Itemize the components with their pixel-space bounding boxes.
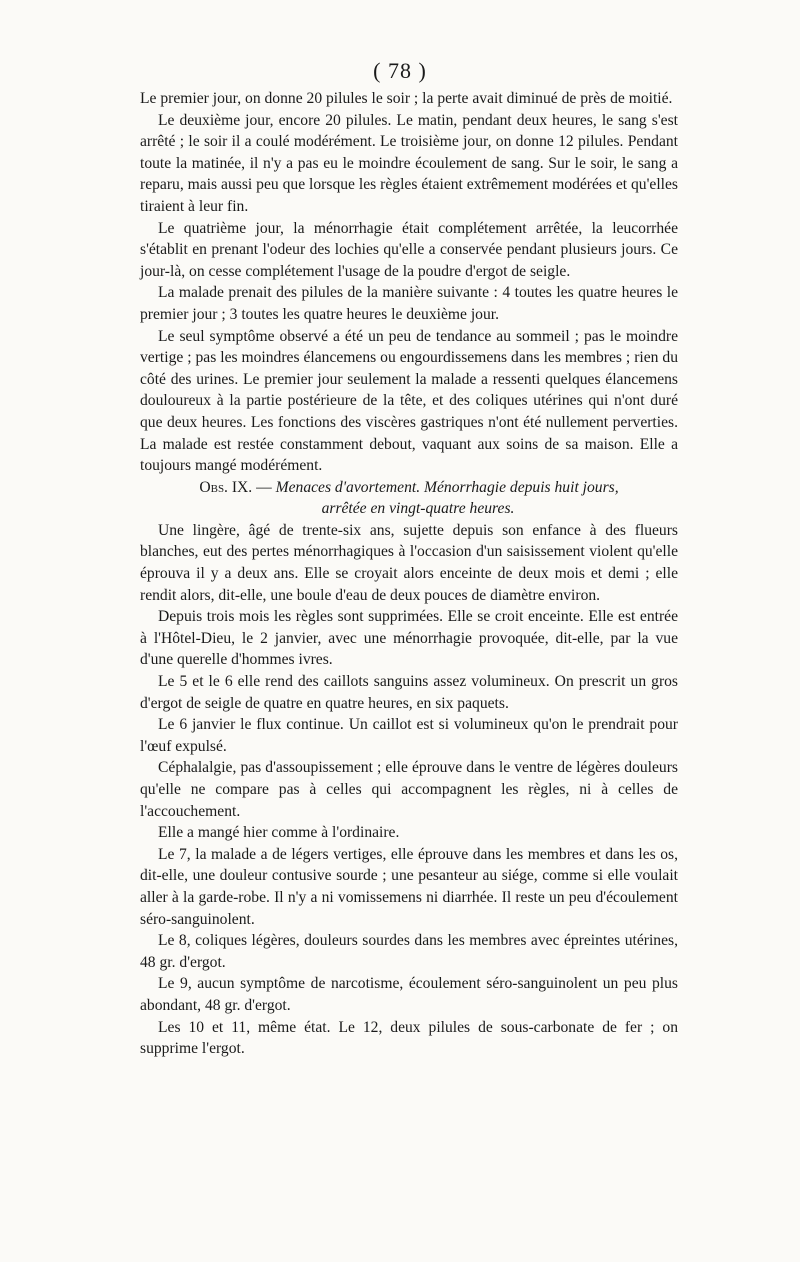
paragraph: La malade prenait des pilules de la manière suivante : 4 toutes les quatre heures le premier jour ; 3 toutes les quatre heures le deuxième jour. [140,284,678,323]
paragraph: Depuis trois mois les règles sont supprimées. Elle se croit enceinte. Elle est entrée à l'Hôtel-Dieu, le 2 janvier, avec une ménorrhagie provoquée, dit-elle, par la vue d'une querelle d'hommes ivres. [140,608,678,669]
observation-number: Obs. IX. [199,478,253,496]
paragraph: Le 5 et le 6 elle rend des caillots sanguins assez volumineux. On prescrit un gros d'ergot de seigle de quatre en quatre heures, en six paquets. [140,673,678,712]
observation-subtitle: arrêtée en vingt-quatre heures. [321,500,515,518]
paragraph: Le quatrième jour, la ménorrhagie était complétement arrêtée, la leucorrhée s'établit en prenant l'odeur des lochies qu'elle a conservée pendant plusieurs jours. Ce jour-là, on cesse complétement l'usage de la poudre d'ergot de seigle. [140,219,678,280]
body-text [140,88,678,1060]
paragraph: Céphalalgie, pas d'assoupissement ; elle éprouve dans le ventre de légères douleurs qu'elle ne compare pas à celles qui accompagnent les règles, ni à celles de l'accouchement. [140,759,678,820]
observation-heading [140,477,678,499]
paragraph: Le deuxième jour, encore 20 pilules. Le matin, pendant deux heures, le sang s'est arrêté ; le soir il a coulé modérément. Le troisième jour, on donne 12 pilules. Pendant toute la matinée, il n'y a pas eu le moindre écoulement de sang. Sur le soir, le sang a reparu, mais aussi peu que lorsque les règles étaient extrêmement modérées et qu'elles tiraient à leur fin. [140,111,678,215]
paragraph: Le 7, la malade a de légers vertiges, elle éprouve dans les membres et dans les os, dit-elle, une douleur contusive sourde ; une pesanteur au siége, comme si elle voulait aller à la garde-robe. Il n'y a ni vomissemens ni diarrhée. Il reste un peu d'écoulement séro-sanguinolent. [140,845,678,928]
paragraph: Le 6 janvier le flux continue. Un caillot est si volumineux qu'on le prendrait pour l'œuf expulsé. [140,716,678,755]
paragraph: Le 9, aucun symptôme de narcotisme, écoulement séro-sanguinolent un peu plus abondant, 48 gr. d'ergot. [140,975,678,1014]
paragraph: Le 8, coliques légères, douleurs sourdes dans les membres avec épreintes utérines, 48 gr. d'ergot. [140,932,678,971]
paragraph: Elle a mangé hier comme à l'ordinaire. [158,824,400,842]
paragraph: Le seul symptôme observé a été un peu de tendance au sommeil ; pas le moindre vertige ; pas les moindres élancemens ou engourdissemens dans les membres ; rien du côté des urines. Le premier jour seulement la malade a ressenti quelques élancemens douloureux à la partie postérieure de la tête, et des coliques utérines qui n'ont duré que deux heures. Les fonctions des viscères gastriques n'ont été nullement perverties. La malade est restée constamment debout, vaquant aux soins de sa maison. Elle a toujours mangé modérément. [140,327,678,475]
paragraph: Le premier jour, on donne 20 pilules le soir ; la perte avait diminué de près de moitié. [140,90,673,107]
heading-dash: — [252,478,276,496]
page-number: ( 78 ) [373,58,427,83]
observation-title: Menaces d'avortement. Ménorrhagie depuis huit jours, [275,478,619,496]
paragraph: Les 10 et 11, même état. Le 12, deux pilules de sous-carbonate de fer ; on supprime l'ergot. [140,1018,678,1058]
paragraph: Une lingère, âgé de trente-six ans, sujette depuis son enfance à des flueurs blanches, eut des pertes ménorrhagiques à l'occasion d'un saisissement violent qu'elle éprouva il y a deux ans. Elle se croyait alors enceinte de deux mois et demi ; elle rendit alors, dit-elle, une boule d'eau de deux pouces de diamètre environ. [140,521,678,604]
